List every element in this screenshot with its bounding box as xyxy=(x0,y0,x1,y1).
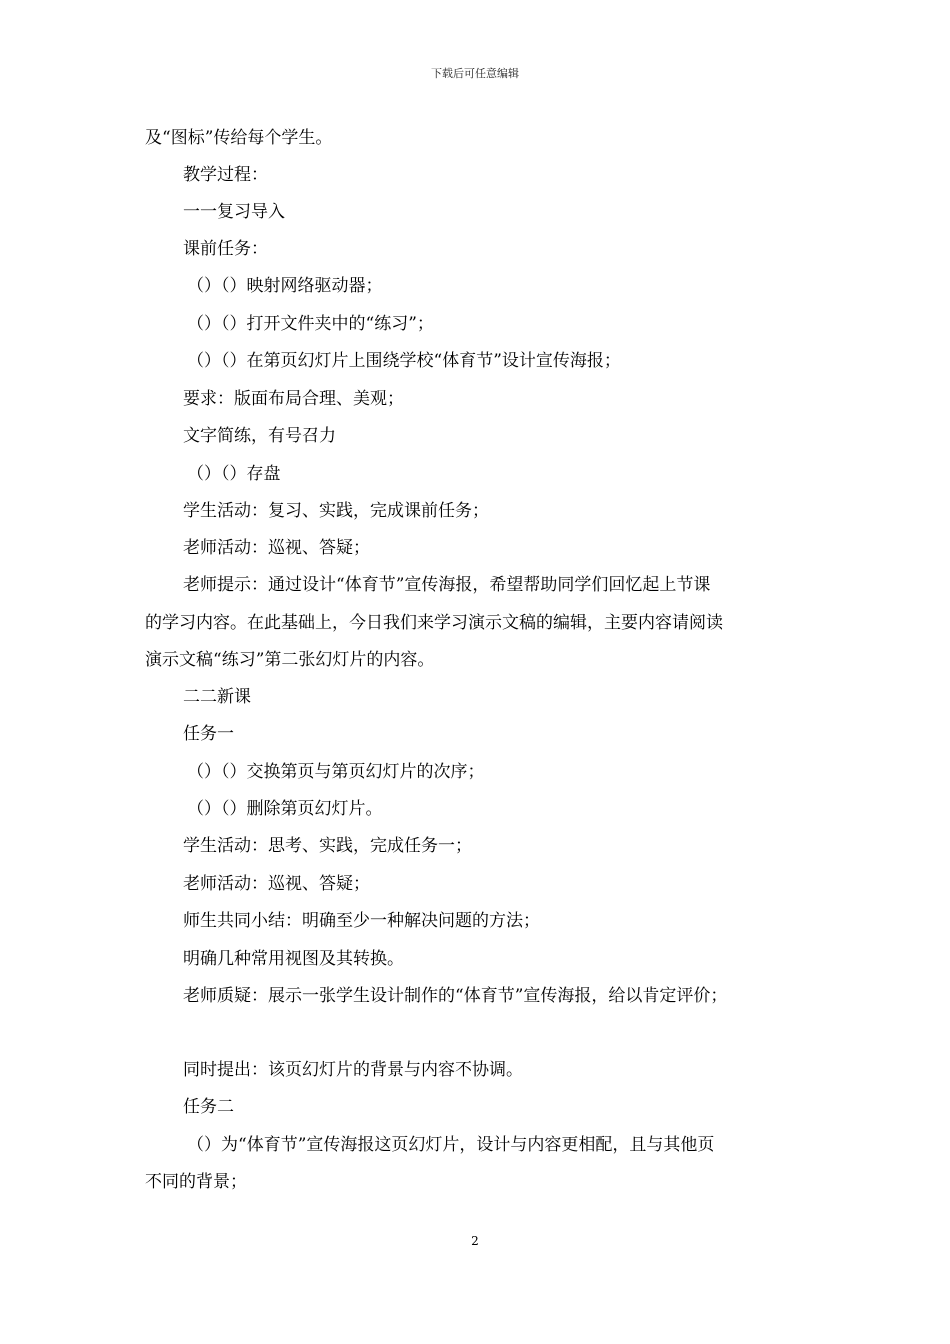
text-line: 演示文稿“练习”第二张幻灯片的内容。 xyxy=(145,650,435,670)
text-line: （）（）删除第页幻灯片。 xyxy=(187,799,383,819)
text-line: 文字简练，有号召力 xyxy=(183,426,336,446)
text-line: 及“图标”传给每个学生。 xyxy=(145,128,333,148)
text-line: 明确几种常用视图及其转换。 xyxy=(183,949,404,969)
text-line: 任务二 xyxy=(183,1097,234,1117)
text-line: 要求：版面布局合理、美观； xyxy=(183,389,404,409)
text-line: （）（）打开文件夹中的“练习”； xyxy=(187,314,434,334)
text-line: （）（）交换第页与第页幻灯片的次序； xyxy=(187,762,485,782)
text-line: 同时提出：该页幻灯片的背景与内容不协调。 xyxy=(183,1060,523,1080)
text-line: 教学过程： xyxy=(183,165,268,185)
text-line: （）为“体育节”宣传海报这页幻灯片，设计与内容更相配，且与其他页 xyxy=(187,1135,715,1155)
text-line: 老师活动：巡视、答疑； xyxy=(183,874,370,894)
text-line: （）（）映射网络驱动器； xyxy=(187,276,383,296)
text-line: 师生共同小结：明确至少一种解决问题的方法； xyxy=(183,911,540,931)
text-line: 老师质疑：展示一张学生设计制作的“体育节”宣传海报，给以肯定评价； xyxy=(183,986,728,1006)
text-line: 老师活动：巡视、答疑； xyxy=(183,538,370,558)
text-line: 的学习内容。在此基础上，今日我们来学习演示文稿的编辑，主要内容请阅读 xyxy=(145,613,723,633)
text-line: 课前任务： xyxy=(183,239,268,259)
text-line: 任务一 xyxy=(183,724,234,744)
text-line: 学生活动：思考、实践，完成任务一； xyxy=(183,836,472,856)
page-header: 下载后可任意编辑 xyxy=(431,67,519,80)
text-line: （）（）存盘 xyxy=(187,464,281,484)
page-number: 2 xyxy=(471,1234,479,1248)
text-line: 二二新课 xyxy=(183,687,251,707)
text-line: 学生活动：复习、实践，完成课前任务； xyxy=(183,501,489,521)
text-line: （）（）在第页幻灯片上围绕学校“体育节”设计宣传海报； xyxy=(187,351,621,371)
text-line: 一一复习导入 xyxy=(183,202,285,222)
text-line: 老师提示：通过设计“体育节”宣传海报，希望帮助同学们回忆起上节课 xyxy=(183,575,711,595)
text-line: 不同的背景； xyxy=(145,1172,247,1192)
